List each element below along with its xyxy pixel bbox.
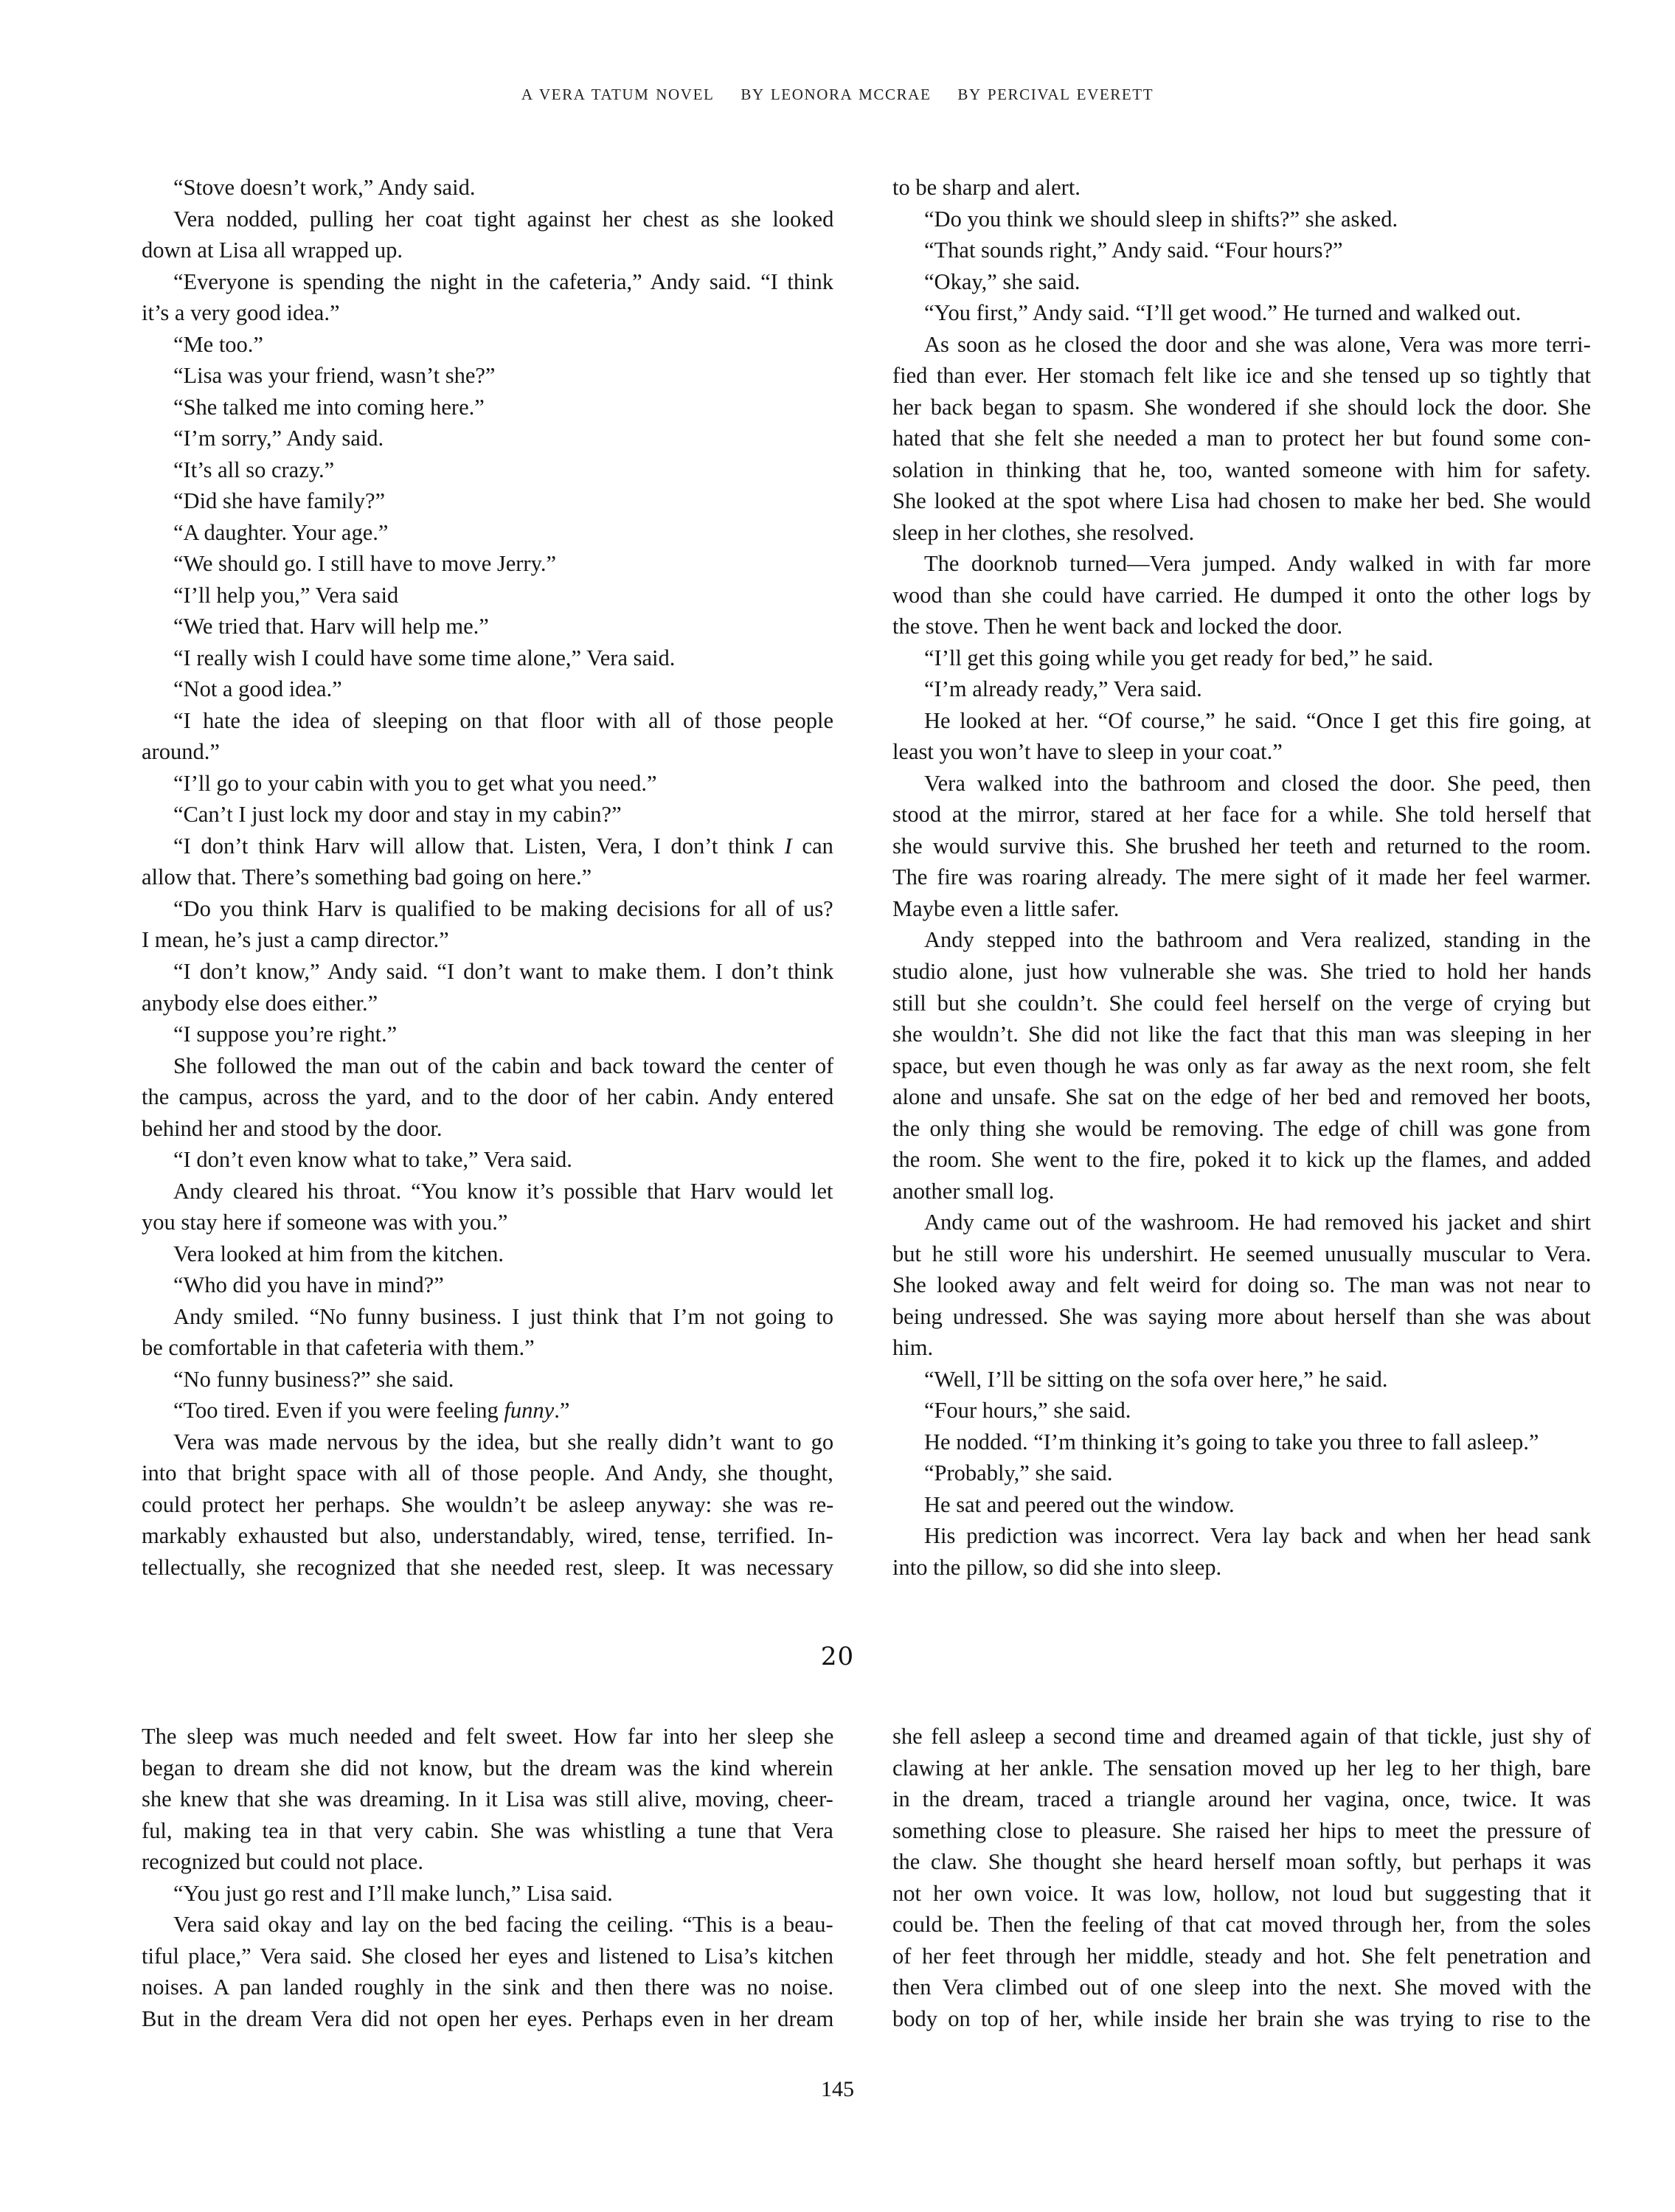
text-line: “Who did you have in mind?” xyxy=(173,1272,444,1298)
text-line: noises. A pan landed roughly in the sink and then there was no noise. xyxy=(142,1974,833,2000)
text-line: I mean, he’s just a camp director.” xyxy=(142,927,449,953)
text-line: around.” xyxy=(142,739,220,765)
text-line: She looked at the spot where Lisa had chosen to make her bed. She would xyxy=(892,488,1591,514)
text-segment: “Too tired. Even if you were feeling xyxy=(173,1398,504,1424)
text-line: “I’ll get this going while you get ready for bed,” he said. xyxy=(924,645,1434,670)
text-line: it’s a very good idea.” xyxy=(142,300,340,326)
text-line: “Stove doesn’t work,” Andy said. xyxy=(173,175,476,200)
text-line: she knew that she was dreaming. In it Lisa was still alive, moving, cheer- xyxy=(142,1786,833,1812)
text-segment: “I don’t think Harv will allow that. Listen, Vera, I don’t think xyxy=(173,833,785,859)
text-line: “We should go. I still have to move Jerry.” xyxy=(173,551,557,577)
text-line: She looked away and felt weird for doing so. The man was not near to xyxy=(892,1272,1591,1298)
text-line: The doorknob turned—Vera jumped. Andy walked in with far more xyxy=(924,551,1591,577)
text-line: “No funny business?” she said. xyxy=(173,1366,454,1392)
text-line: the room. She went to the fire, poked it to kick up the flames, and added xyxy=(892,1147,1591,1173)
text-line: clawing at her ankle. The sensation moved up her leg to her thigh, bare xyxy=(892,1755,1591,1781)
text-line: “I’m sorry,” Andy said. xyxy=(173,426,384,451)
text-line: “I don’t know,” Andy said. “I don’t want to make them. I don’t think xyxy=(173,959,833,984)
text-line: But in the dream Vera did not open her eyes. Perhaps even in her dream xyxy=(142,2005,833,2031)
text-line: “I hate the idea of sleeping on that floor with all of those people xyxy=(173,707,833,733)
text-line: she wouldn’t. She did not like the fact that this man was sleeping in her xyxy=(892,1022,1591,1047)
text-line: “She talked me into coming here.” xyxy=(173,394,485,420)
text-line: into the pillow, so did she into sleep. xyxy=(892,1554,1222,1580)
text-line: “Okay,” she said. xyxy=(924,268,1081,294)
text-line: “I’m already ready,” Vera said. xyxy=(924,676,1202,702)
text-line: space, but even though he was only as far away as the next room, she felt xyxy=(892,1053,1591,1078)
text-line: “Probably,” she said. xyxy=(924,1460,1113,1486)
text-line: to be sharp and alert. xyxy=(892,175,1081,200)
text-line: still but she couldn’t. She could feel herself on the verge of crying but xyxy=(892,990,1591,1016)
text-line: body on top of her, while inside her brain she was trying to rise to the xyxy=(892,2005,1591,2031)
text-line: solation in thinking that he, too, wanted someone with him for safety. xyxy=(892,457,1591,482)
running-head-author-fictional: BY LEONORA MCCRAE xyxy=(741,86,932,103)
running-head-author: BY PERCIVAL EVERETT xyxy=(957,86,1154,103)
text-line: “I’ll help you,” Vera said xyxy=(173,582,399,608)
text-line: the stove. Then he went back and locked the door. xyxy=(892,614,1343,639)
text-line: Vera nodded, pulling her coat tight against her chest as she looked xyxy=(173,206,833,232)
text-segment: .” xyxy=(554,1398,570,1424)
text-line: but he still wore his undershirt. He seemed unusually muscular to Vera. xyxy=(892,1241,1591,1266)
text-line xyxy=(142,831,833,861)
text-line: “Can’t I just lock my door and stay in my cabin?” xyxy=(173,802,622,828)
text-line: her back began to spasm. She wondered if she should lock the door. She xyxy=(892,394,1591,420)
text-line: “I’ll go to your cabin with you to get what you need.” xyxy=(173,770,657,796)
text-line: Andy smiled. “No funny business. I just think that I’m not going to xyxy=(173,1303,833,1329)
text-line: “You first,” Andy said. “I’ll get wood.” He turned and walked out. xyxy=(924,300,1522,326)
chapter-number: 20 xyxy=(820,1642,855,1671)
text-line: “Not a good idea.” xyxy=(173,676,342,702)
text-line: “I suppose you’re right.” xyxy=(173,1022,398,1047)
text-line: He looked at her. “Of course,” he said. “Once I get this fire going, at xyxy=(924,707,1591,733)
text-line: Vera looked at him from the kitchen. xyxy=(173,1241,504,1266)
text-line: He sat and peered out the window. xyxy=(924,1491,1235,1517)
text-line: being undressed. She was saying more about herself than she was about xyxy=(892,1303,1591,1329)
text-line: “I don’t even know what to take,” Vera said. xyxy=(173,1147,572,1173)
text-line: Vera said okay and lay on the bed facing the ceiling. “This is a beau- xyxy=(173,1912,833,1938)
text-line: allow that. There’s something bad going on here.” xyxy=(142,864,592,890)
text-line: “Everyone is spending the night in the cafeteria,” Andy said. “I think xyxy=(173,268,833,294)
text-line: wood than she could have carried. He dumped it onto the other logs by xyxy=(892,582,1591,608)
text-line: stood at the mirror, stared at her face for a while. She told herself that xyxy=(892,802,1591,828)
text-line: tiful place,” Vera said. She closed her eyes and listened to Lisa’s kitchen xyxy=(142,1943,833,1969)
text-line: “Me too.” xyxy=(173,331,263,357)
text-line: “Do you think we should sleep in shifts?” she asked. xyxy=(924,206,1398,232)
text-line: Vera was made nervous by the idea, but she really didn’t want to go xyxy=(173,1429,833,1455)
running-head xyxy=(0,86,1675,104)
text-line: you stay here if someone was with you.” xyxy=(142,1210,508,1235)
text-line: another small log. xyxy=(892,1178,1055,1204)
text-segment: can xyxy=(791,833,833,859)
text-line: down at Lisa all wrapped up. xyxy=(142,238,403,263)
text-line: fied than ever. Her stomach felt like ice and she tensed up so tightly that xyxy=(892,363,1591,389)
text-line: behind her and stood by the door. xyxy=(142,1115,443,1141)
text-line: in the dream, traced a triangle around her vagina, once, twice. It was xyxy=(892,1786,1591,1812)
text-line: “I really wish I could have some time alone,” Vera said. xyxy=(173,645,676,670)
text-line: He nodded. “I’m thinking it’s going to take you three to fall asleep.” xyxy=(924,1429,1539,1455)
text-line: She followed the man out of the cabin and back toward the center of xyxy=(173,1053,833,1078)
text-line: recognized but could not place. xyxy=(142,1849,423,1875)
text-line: could protect her perhaps. She wouldn’t be asleep anyway: she was re- xyxy=(142,1491,833,1517)
text-line: studio alone, just how vulnerable she was. She tried to hold her hands xyxy=(892,959,1591,984)
text-line: “Do you think Harv is qualified to be making decisions for all of us? xyxy=(173,895,833,921)
italic-emphasis: funny xyxy=(504,1398,555,1424)
text-line: not her own voice. It was low, hollow, not loud but suggesting that it xyxy=(892,1880,1591,1906)
text-line: she fell asleep a second time and dreamed again of that tickle, just shy of xyxy=(892,1724,1591,1749)
text-line: markably exhausted but also, understandably, wired, tense, terrified. In- xyxy=(142,1523,833,1549)
text-line: His prediction was incorrect. Vera lay back and when her head sank xyxy=(924,1523,1591,1549)
text-line: The sleep was much needed and felt sweet. How far into her sleep she xyxy=(142,1724,833,1749)
page-number: 145 xyxy=(821,2077,854,2101)
text-line: Andy came out of the washroom. He had removed his jacket and shirt xyxy=(924,1210,1591,1235)
text-line: Andy cleared his throat. “You know it’s possible that Harv would let xyxy=(173,1178,833,1204)
text-line: “Well, I’ll be sitting on the sofa over here,” he said. xyxy=(924,1366,1388,1392)
text-line: “You just go rest and I’ll make lunch,” Lisa said. xyxy=(173,1880,613,1906)
text-line: sleep in her clothes, she resolved. xyxy=(892,519,1195,545)
text-line: the only thing she would be removing. The edge of chill was gone from xyxy=(892,1115,1591,1141)
italic-emphasis: I xyxy=(784,833,792,859)
text-line: “Four hours,” she said. xyxy=(924,1398,1131,1424)
text-line: Andy stepped into the bathroom and Vera realized, standing in the xyxy=(924,927,1591,953)
text-line: be comfortable in that cafeteria with them.” xyxy=(142,1335,535,1361)
text-line: anybody else does either.” xyxy=(142,990,378,1016)
text-line: began to dream she did not know, but the dream was the kind wherein xyxy=(142,1755,833,1781)
text-line: “It’s all so crazy.” xyxy=(173,457,335,482)
text-line: something close to pleasure. She raised her hips to meet the pressure of xyxy=(892,1817,1591,1843)
text-line: could be. Then the feeling of that cat moved through her, from the soles xyxy=(892,1912,1591,1938)
text-line: “A daughter. Your age.” xyxy=(173,519,389,545)
text-line: ful, making tea in that very cabin. She was whistling a tune that Vera xyxy=(142,1817,833,1843)
text-line: hated that she felt she needed a man to protect her but found some con- xyxy=(892,426,1591,451)
text-line: “We tried that. Harv will help me.” xyxy=(173,614,489,639)
text-line: Vera walked into the bathroom and closed the door. She peed, then xyxy=(924,770,1591,796)
text-line: As soon as he closed the door and she was alone, Vera was more terri- xyxy=(924,331,1591,357)
text-line: Maybe even a little safer. xyxy=(892,895,1120,921)
text-line: “That sounds right,” Andy said. “Four hours?” xyxy=(924,238,1343,263)
text-line: least you won’t have to sleep in your coat.” xyxy=(892,739,1283,765)
text-line: into that bright space with all of those people. And Andy, she thought, xyxy=(142,1460,833,1486)
text-line: The fire was roaring already. The mere sight of it made her feel warmer. xyxy=(892,864,1591,890)
running-head-series: A VERA TATUM NOVEL xyxy=(521,86,715,103)
text-line xyxy=(142,1395,833,1426)
text-line: she would survive this. She brushed her teeth and returned to the room. xyxy=(892,833,1591,859)
text-line: “Did she have family?” xyxy=(173,488,386,514)
text-line: “Lisa was your friend, wasn’t she?” xyxy=(173,363,496,389)
text-line: then Vera climbed out of one sleep into the next. She moved with the xyxy=(892,1974,1591,2000)
text-line: the claw. She thought she heard herself moan softly, but perhaps it was xyxy=(892,1849,1591,1875)
text-line: alone and unsafe. She sat on the edge of her bed and removed her boots, xyxy=(892,1084,1591,1110)
text-line: the campus, across the yard, and to the door of her cabin. Andy entered xyxy=(142,1084,833,1110)
text-line: him. xyxy=(892,1335,934,1361)
text-line: of her feet through her middle, steady and hot. She felt penetration and xyxy=(892,1943,1591,1969)
text-line: tellectually, she recognized that she needed rest, sleep. It was necessary xyxy=(142,1554,833,1580)
